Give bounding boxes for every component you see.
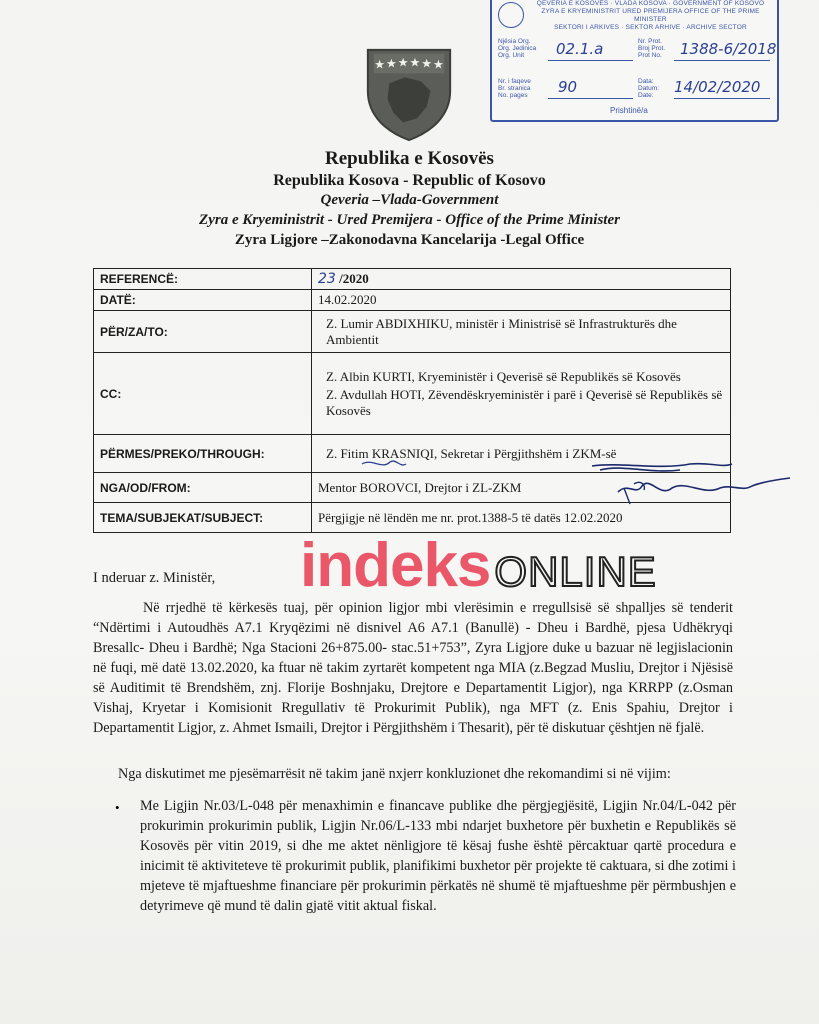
cc-value — [312, 353, 731, 435]
to-label: PËR/ZA/TO: — [94, 311, 312, 353]
subject-value: Përgjigje në lëndën me nr. prot.1388-5 të datës 12.02.2020 — [312, 503, 731, 533]
date-value: 14.02.2020 — [312, 290, 731, 311]
stamp-header-line: ZYRA E KRYEMINISTRIT URED PREMIJERA OFFICE OF THE PRIME MINISTER — [541, 8, 760, 23]
stamp-pages-label: Nr. i faqeve Br. stranica No. pages — [498, 78, 531, 99]
to-value: Z. Lumir ABDIXHIKU, ministër i Ministrisë së Infrastrukturës dhe Ambientit — [312, 311, 731, 353]
stamp-emblem-icon — [498, 2, 524, 28]
stamp-date-label: Data: Datum: Date: — [638, 78, 659, 99]
stamp-pages-value: 90 — [558, 78, 578, 96]
stamp-org-value: 02.1.a — [556, 40, 604, 58]
reference-value — [312, 269, 731, 290]
table-row — [94, 269, 731, 290]
stamp-place: Prishtinë/a — [610, 106, 648, 115]
table-row — [94, 473, 731, 503]
table-row — [94, 353, 731, 435]
stamp-header-line: QEVERIA E KOSOVËS · VLADA KOSOVA · GOVERNMENT OF KOSOVO — [536, 0, 765, 7]
memo-header-table — [93, 268, 731, 533]
header-government: Qeveria –Vlada-Government — [320, 192, 499, 208]
watermark-text-indeks: indeks — [300, 531, 491, 600]
stamp-org-label: Njësia Org. Org. Jedinica Org. Unit — [498, 38, 537, 59]
body-paragraph: Nga diskutimet me pjesëmarrësit në takim janë nxjerr konkluzionet dhe rekomandimi si në vijim: — [118, 766, 671, 782]
registry-stamp — [490, 0, 779, 122]
through-label: PËRMES/PREKO/THROUGH: — [94, 435, 312, 473]
header-country-translations: Republika Kosova - Republic of Kosovo — [273, 172, 546, 189]
bullet-marker: • — [115, 800, 120, 815]
through-value: Z. Fitim KRASNIQI, Sekretar i Përgjithshëm i ZKM-së — [312, 435, 731, 473]
reference-label: REFERENCË: — [94, 269, 312, 290]
header-office: Zyra e Kryeministrit - Ured Premijera - Office of the Prime Minister — [199, 212, 620, 228]
stamp-prot-value: 1388-6/2018 — [680, 40, 777, 58]
watermark-text-online: ONLINE — [494, 548, 657, 595]
cc-recipient: Z. Albin KURTI, Kryeministër i Qeverisë së Republikës së Kosovës — [326, 368, 681, 384]
body-paragraph: Në rrjedhë të kërkesës tuaj, për opinion ligjor mbi vlerësimin e rregullsisë së shpalljes së tenderit “Ndërtimi i Autoudhës A7.1 Kryqëzimi në disnivel A6 A7.1 (Banullë) - Dheu i Bardhë, pjesa Udhëkryqi Bresallc- Dheu i Bardhë; Nga Stacioni 26+875.00- stac.51+753”, Zyra Ligjore duke u bazuar në legjislacionin në fuqi, më datë 13.02.2020, ka ftuar në takim zyrtarët kompetent nga MIA (z.Begzad Musliu, Drejtor i Njësisë së Auditimit të Brendshëm, znj. Florije Boshnjaku, Drejtore e Departamentit Ligjor), nga KRRPP (z.Osman Vishaj, Kryetar i Komisionit Rregullativ të Prokurimit Publik), nga MFT (z. Enis Spahiu, Drejtor i Departamentit Ligjor, z. Ahmet Ismaili, Drejtor i Përgjithshëm i Thesarit), për të diskutuar çështjen në fjalë. — [93, 600, 733, 736]
date-label: DATË: — [94, 290, 312, 311]
salutation: I nderuar z. Ministër, — [93, 570, 216, 586]
header-country: Republika e Kosovës — [325, 148, 494, 169]
table-row — [94, 290, 731, 311]
subject-label: TEMA/SUBJEKAT/SUBJECT: — [94, 503, 312, 533]
table-row — [94, 311, 731, 353]
cc-label: CC: — [94, 353, 312, 435]
stamp-prot-label: Nr. Prot. Broj Prot. Prot No. — [638, 38, 666, 59]
reference-handwritten-number: 23 — [318, 271, 336, 287]
stamp-header-line: SEKTORI I ARKIVES · SEKTOR ARHIVE · ARCHIVE SECTOR — [554, 24, 747, 31]
cc-recipient: Z. Avdullah HOTI, Zëvendëskryeministër i parë i Qeverisë së Republikës së Kosovës — [326, 386, 723, 418]
kosovo-coat-of-arms-icon — [360, 44, 458, 142]
table-row — [94, 435, 731, 473]
header-legal-office: Zyra Ligjore –Zakonodavna Kancelarija -Legal Office — [234, 232, 585, 248]
bullet-paragraph: Me Ligjin Nr.03/L-048 për menaxhimin e financave publike dhe përgjegjësitë, Ligjin Nr.04/L-042 për prokurimin prokurimin publik, Ligjin Nr.06/L-133 mbi ndarjet buxhetore për buxhetin e Republikës së Kosovës për vitin 2019, si dhe me aktet nënligjore të kësaj fushe është përcaktuar qartë procedura e inicimit të aktiviteteve të prokurimit publik, planifikimi buxhetor për projekte të caktuara, si dhe zotimi i mjeteve të mjaftueshme financiare për prokurimin përkatës në shumë të mjaftueshme për përmbushjen e detyrimeve që mund të dalin gjatë vitit aktual fiskal. — [140, 798, 736, 914]
stamp-date-value: 14/02/2020 — [674, 78, 761, 96]
from-value: Mentor BOROVCI, Drejtor i ZL-ZKM — [312, 473, 731, 503]
from-label: NGA/OD/FROM: — [94, 473, 312, 503]
table-row — [94, 503, 731, 533]
reference-year: /2020 — [335, 271, 369, 286]
stamp-header — [528, 0, 773, 32]
